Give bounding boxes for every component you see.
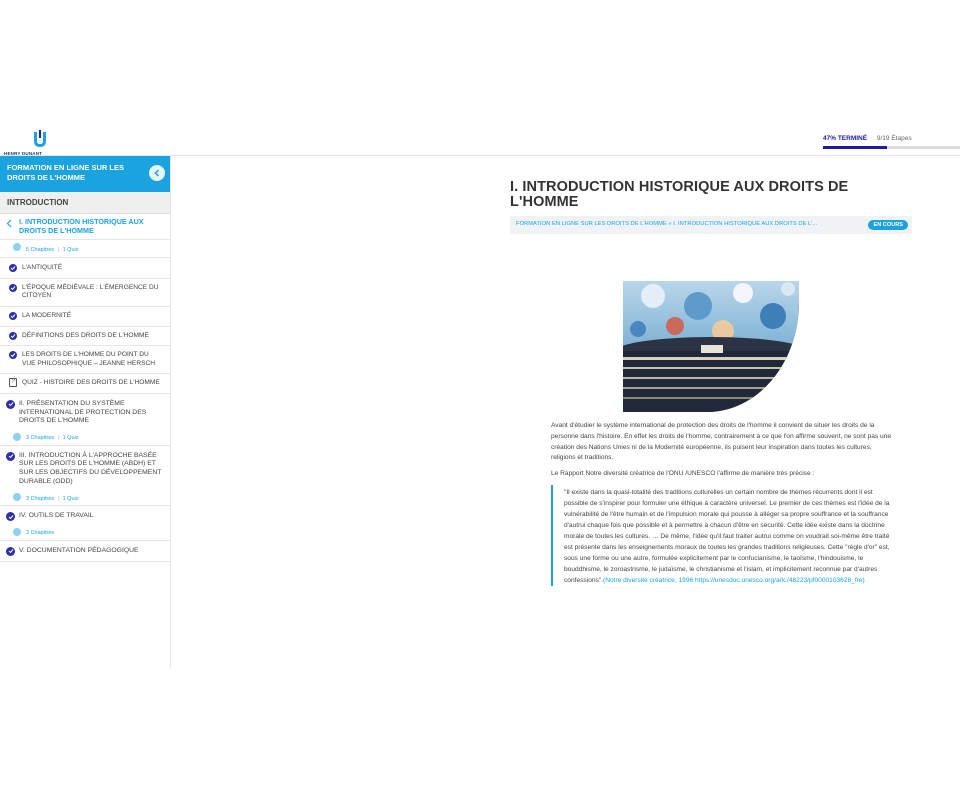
check-circle-icon — [6, 512, 15, 521]
check-circle-icon — [6, 547, 15, 556]
quote-source-link[interactable]: (Notre diversité créatrice, 1996 https://unesdoc.unesco.org/ark:/48223/pf0000103628_fre) — [603, 576, 865, 584]
progress-percent: 47% TERMINÉ — [823, 135, 868, 142]
lesson-label: L'ANTIQUITÉ — [22, 264, 63, 272]
quiz-count: 1 Quiz — [62, 246, 79, 253]
quote-text: "Il existe dans la quasi-totalité des traditions culturelles un certain nombre de thèmes récurrents dont il est possible de s'inspirer pour formuler une éthique à caractère universel. Le premier de ces thèmes est l'idée de la vulnérabilité de l'être humain et de l'impulsion morale qui pousse à alléger sa propre souffrance et la souffrance d'autrui chaque fois que possible et à permettre à chacun d'être en sécurité. Cette idée existe dans la doctrine morale de toutes les cultures. … De même, l'idée qu'il faut traiter autrui comme on voudrait soi-même être traité est présente dans les enseignements moraux de toutes les grandes traditions religieuses. Cette "règle d'or" est, sous une forme ou une autre, formulée explicitement par le confucianisme, le taoïsme, l'hindouisme, le bouddhisme, le zoroastrisme, le judaïsme, le christianisme et l'islam, et implicitement reconnue par d'autres confessions". — [564, 488, 890, 584]
current-module[interactable] — [0, 214, 170, 240]
quiz-item[interactable] — [0, 374, 170, 394]
module-label: IV. OUTILS DE TRAVAIL — [19, 512, 94, 520]
chapters-count: 3 Chapitres — [26, 435, 55, 442]
lesson-item[interactable] — [0, 327, 170, 347]
check-circle-icon — [9, 332, 17, 340]
progress-bar — [823, 146, 960, 149]
module-item[interactable] — [0, 446, 170, 490]
section-heading: INTRODUCTION — [0, 192, 170, 214]
sidebar-header — [0, 156, 170, 192]
current-module-meta: 5 Chapitres | 1 Quiz — [0, 240, 170, 258]
check-circle-icon — [6, 452, 15, 461]
progress-dot-icon — [13, 243, 21, 251]
lesson-item[interactable] — [0, 258, 170, 279]
course-title[interactable]: FORMATION EN LIGNE SUR LES DROITS DE L'HOMME — [7, 163, 124, 182]
logo-mark-icon — [4, 130, 48, 150]
current-module-title: I. INTRODUCTION HISTORIQUE AUX DROITS DE L'HOMME — [19, 217, 144, 235]
module-label: II. PRÉSENTATION DU SYSTÈME INTERNATIONAL DE PROTECTION DES DROITS DE L'HOMME — [19, 399, 147, 425]
blockquote — [551, 485, 896, 586]
page-title: I. INTRODUCTION HISTORIQUE AUX DROITS DE L'HOMME — [510, 179, 849, 210]
lesson-label: QUIZ - HISTOIRE DES DROITS DE L'HOMME — [22, 379, 160, 387]
chapters-count: 3 Chapitres — [26, 530, 55, 537]
course-sidebar — [0, 156, 171, 668]
module-label: V. DOCUMENTATION PÉDAGOGIQUE — [19, 546, 139, 554]
chevron-left-icon[interactable] — [6, 219, 13, 228]
logo-text: HENRY DUNANT — [4, 151, 43, 156]
quiz-icon: ? — [9, 378, 17, 387]
breadcrumb-link[interactable]: FORMATION EN LIGNE SUR LES DROITS DE L'HOMME » I. INTRODUCTION HISTORIQUE AUX DROITS DE L'... — [516, 221, 818, 227]
chevron-left-icon — [153, 169, 161, 177]
module-label: III. INTRODUCTION À L'APPROCHE BASÉE SUR LES DROITS DE L'HOMME (ABDH) ET SUR LES OBJECTIFS DU DÉVELOPPEMENT DURABLE (ODD) — [19, 451, 162, 485]
main-content — [510, 180, 912, 234]
breadcrumb — [510, 216, 912, 234]
quiz-count: 1 Quiz — [62, 435, 79, 442]
progress-bar-fill — [823, 146, 887, 149]
check-circle-icon — [9, 312, 17, 320]
progress-dot-icon — [13, 493, 21, 501]
lesson-body — [551, 421, 896, 586]
progress-dot-icon — [13, 433, 21, 441]
progress-dot-icon — [13, 528, 21, 536]
check-circle-icon — [6, 400, 15, 409]
henry-dunant-logo[interactable] — [4, 130, 48, 156]
lesson-label: DÉFINITIONS DES DROITS DE L'HOMME — [22, 331, 149, 339]
chapters-count: 3 Chapitres — [26, 495, 55, 502]
lesson-item[interactable] — [0, 307, 170, 327]
module-item[interactable] — [0, 541, 170, 563]
assembly-hall-image-icon — [623, 281, 799, 412]
module-meta — [0, 525, 170, 541]
check-circle-icon — [9, 284, 17, 292]
progress-steps: 9/19 Étapes — [876, 135, 912, 142]
un-assembly-hall-photo — [623, 281, 799, 412]
paragraph: Le Rapport Notre diversité créatrice de l'ONU /UNESCO l'affirme de manière très précise : — [551, 470, 815, 478]
chapters-count: 5 Chapitres — [26, 246, 55, 253]
check-circle-icon — [9, 264, 17, 272]
paragraph: Avant d'étudier le système international de protection des droits de l'homme il convient de situer les droits de la personne dans l'histoire. En effet les droits de l'homme, contrairement à ce que l'on affirme souvent, ne sont pas une création des Nations Unies ni de la Modernité européenne, ils puisent leur inspiration dans toutes les cultures, religions et traditions. — [551, 422, 892, 462]
module-meta: 3 Chapitres | 1 Quiz — [0, 490, 170, 506]
status-badge: EN COURS — [868, 220, 908, 230]
module-meta: 3 Chapitres | 1 Quiz — [0, 430, 170, 446]
quiz-count: 1 Quiz — [62, 495, 79, 502]
sidebar-collapse-button[interactable] — [149, 165, 165, 181]
course-progress — [823, 135, 960, 149]
top-bar — [0, 128, 960, 156]
lesson-label: LES DROITS DE L'HOMME DU POINT DU VUE PHILOSOPHIQUE – JEANNE HERSCH — [22, 351, 156, 367]
lesson-label: LA MODERNITÉ — [22, 311, 72, 319]
lesson-item[interactable] — [0, 279, 170, 307]
module-item[interactable] — [0, 506, 170, 525]
module-item[interactable] — [0, 394, 170, 430]
lesson-label: L'ÉPOQUE MÉDIÉVALE : L'ÉMERGENCE DU CITOYEN — [22, 283, 159, 300]
lesson-item[interactable] — [0, 346, 170, 374]
check-circle-icon — [9, 351, 17, 359]
